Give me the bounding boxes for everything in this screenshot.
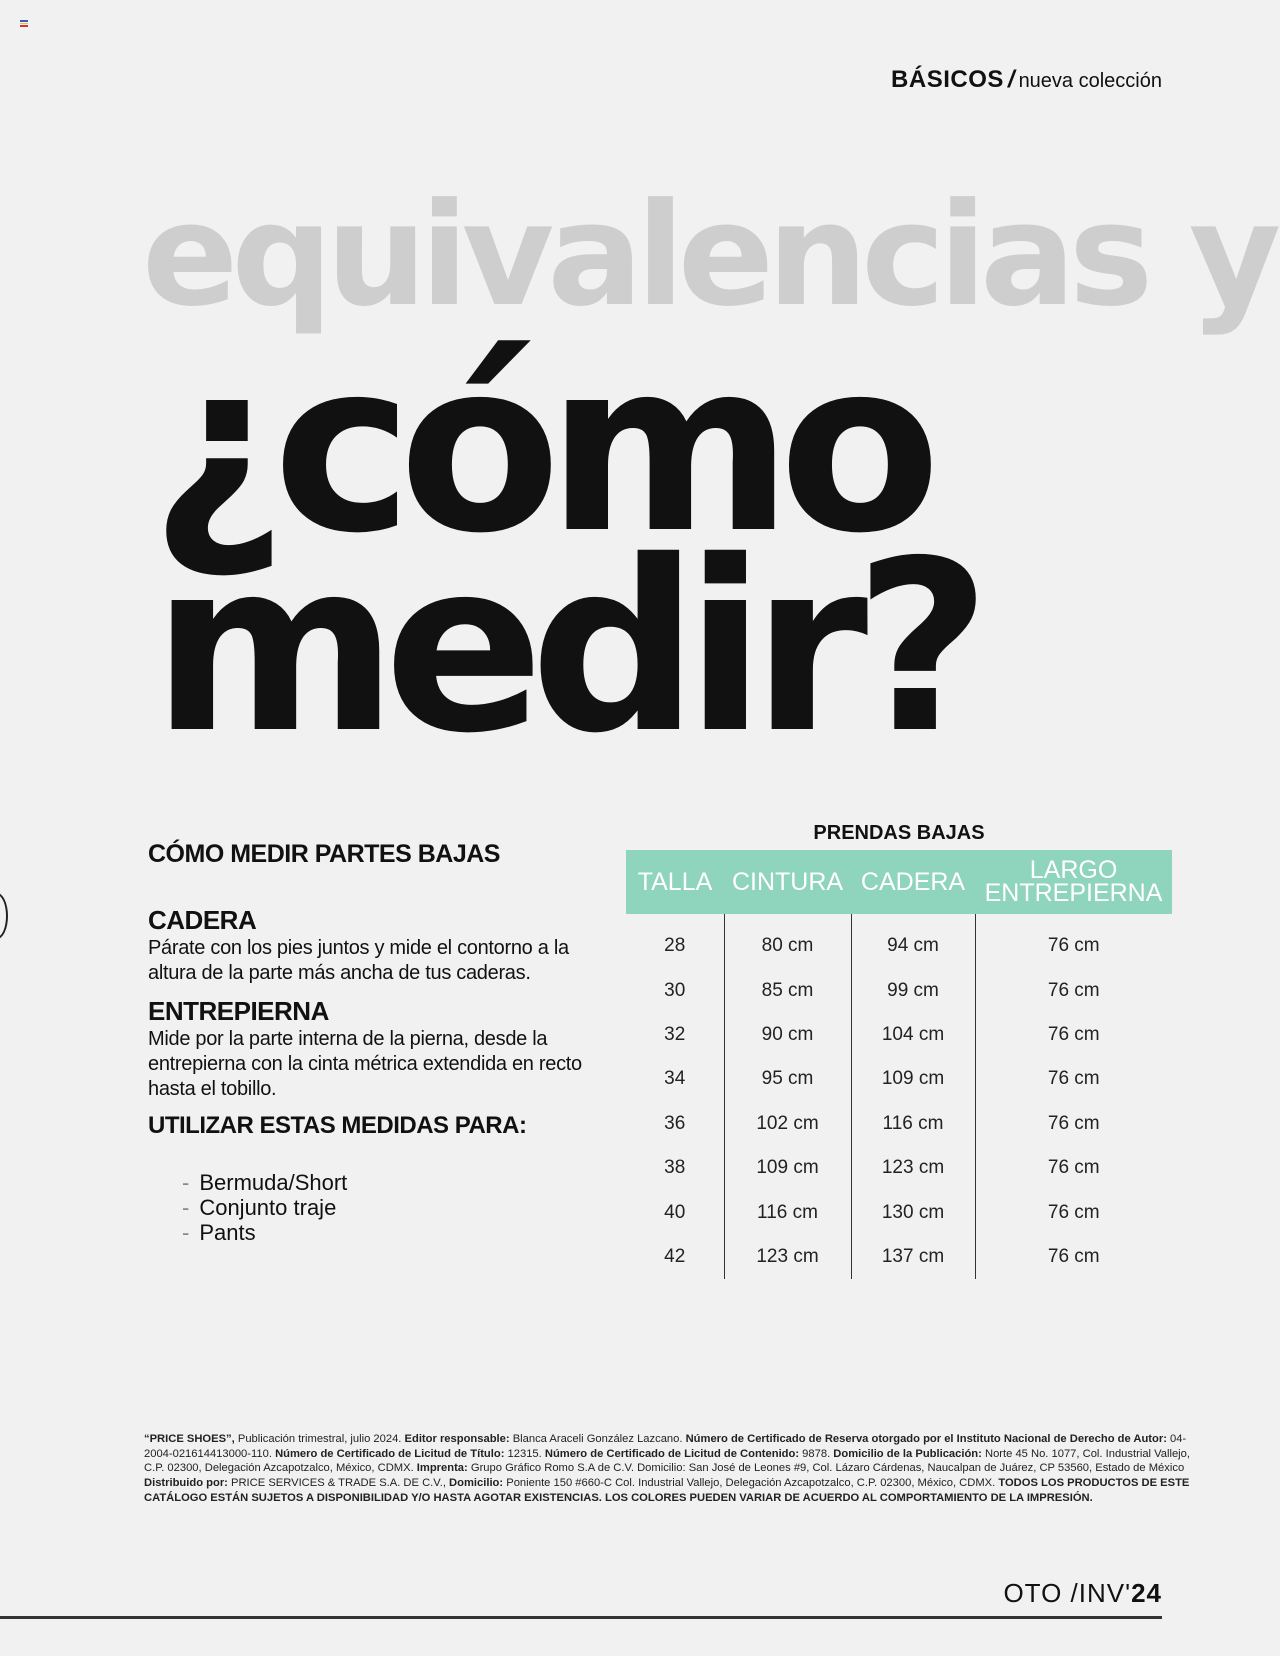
legal-label: Imprenta: bbox=[416, 1462, 468, 1475]
table-cell: 80 cm bbox=[724, 914, 851, 968]
table-cell: 76 cm bbox=[975, 1190, 1172, 1234]
season-text: OTO /INV' bbox=[1003, 1578, 1132, 1608]
legal-label: Número de Certificado de Licitud de Contenido: bbox=[544, 1447, 800, 1460]
list-item: - Bermuda/Short bbox=[182, 1170, 348, 1195]
legal-label: Número de Certificado de Licitud de Título: bbox=[275, 1447, 505, 1460]
legal-text: PRICE SERVICES & TRADE S.A. DE C.V., bbox=[227, 1477, 450, 1490]
header-cadera: CADERA bbox=[851, 850, 975, 914]
table-row bbox=[626, 1190, 1172, 1234]
title-line-light: equivalencias y bbox=[142, 173, 1275, 338]
legal-label: Domicilio: bbox=[449, 1477, 504, 1490]
table-cell: 109 cm bbox=[851, 1057, 975, 1101]
table-row bbox=[626, 1057, 1172, 1101]
list-item: - Pants bbox=[182, 1220, 256, 1245]
guide-heading: CÓMO MEDIR PARTES BAJAS bbox=[148, 840, 500, 868]
legal-text: 12315. bbox=[504, 1447, 545, 1460]
season-label bbox=[1003, 1578, 1162, 1609]
table-cell: 42 bbox=[664, 1245, 686, 1267]
table-cell: 109 cm bbox=[724, 1146, 851, 1190]
section-title-cadera: CADERA bbox=[148, 905, 257, 935]
title-line-medir: medir? bbox=[152, 510, 978, 785]
use-heading: UTILIZAR ESTAS MEDIDAS PARA: bbox=[148, 1112, 527, 1139]
legal-text: Grupo Gráfico Romo S.A de C.V. Domicilio: San José de Leones #9, Col. Lázaro Cárdenas, Naucalpan de Juárez, CP 53560, Estado de México bbox=[467, 1462, 1185, 1475]
table-row bbox=[626, 1102, 1172, 1146]
table-cell: 76 cm bbox=[975, 1057, 1172, 1101]
table-row bbox=[626, 914, 1172, 968]
table-cell: 116 cm bbox=[851, 1102, 975, 1146]
list-item: - Conjunto traje bbox=[182, 1195, 337, 1220]
legal-label: Número de Certificado de Reserva otorgado por el Instituto Nacional de Derecho de Autor: bbox=[685, 1433, 1167, 1445]
table-cell: 76 cm bbox=[975, 1013, 1172, 1057]
table-cell: 76 cm bbox=[975, 968, 1172, 1012]
table-cell: 90 cm bbox=[724, 1013, 851, 1057]
size-table bbox=[626, 850, 1172, 1279]
table-cell: 28 bbox=[664, 935, 686, 957]
section-header bbox=[891, 66, 1162, 94]
section-text-entrepierna: Mide por la parte interna de la pierna, desde la entrepierna con la cinta métrica extendida en recto hasta el tobillo. bbox=[148, 1028, 582, 1100]
color-bars-icon bbox=[20, 20, 28, 27]
table-row bbox=[626, 1146, 1172, 1190]
section-title-entrepierna: ENTREPIERNA bbox=[148, 996, 329, 1026]
use-list bbox=[148, 1170, 618, 1245]
edge-arc-decoration bbox=[0, 893, 8, 939]
legal-text: Publicación trimestral, julio 2024. bbox=[234, 1433, 405, 1445]
legal-text: 04-2004-021614413000-110. bbox=[144, 1433, 1187, 1460]
footer-divider bbox=[0, 1616, 1162, 1619]
table-cell: 94 cm bbox=[851, 914, 975, 968]
header-talla: TALLA bbox=[626, 850, 724, 914]
table-cell: 38 bbox=[664, 1157, 686, 1179]
table-row bbox=[626, 1235, 1172, 1279]
table-row bbox=[626, 1013, 1172, 1057]
legal-label: “PRICE SHOES”, bbox=[144, 1433, 235, 1445]
legal-text: Blanca Araceli González Lazcano. bbox=[509, 1433, 686, 1445]
header-separator: / bbox=[1007, 66, 1015, 93]
table-cell: 137 cm bbox=[851, 1235, 975, 1279]
header-cintura: CINTURA bbox=[724, 850, 851, 914]
section-brand: BÁSICOS bbox=[891, 66, 1004, 93]
table-cell: 116 cm bbox=[724, 1190, 851, 1234]
table-cell: 123 cm bbox=[851, 1146, 975, 1190]
legal-notice bbox=[144, 1432, 1199, 1506]
measure-guide bbox=[148, 840, 618, 1245]
legal-label: TODOS LOS PRODUCTOS DE ESTE CATÁLOGO ESTÁN SUJETOS A DISPONIBILIDAD Y/O HASTA AGOTAR EXISTENCIAS. LOS COLORES PUEDEN VARIAR DE ACUERDO AL COMPORTAMIENTO DE LA IMPRESIÓN. bbox=[144, 1477, 1190, 1504]
table-cell: 76 cm bbox=[975, 914, 1172, 968]
table-cell: 95 cm bbox=[724, 1057, 851, 1101]
legal-text: 9878. bbox=[799, 1447, 834, 1460]
table-cell: 34 bbox=[664, 1068, 686, 1090]
table-cell: 36 bbox=[664, 1112, 686, 1134]
season-year: 24 bbox=[1131, 1578, 1162, 1608]
table-cell: 76 cm bbox=[975, 1146, 1172, 1190]
table-header-row bbox=[626, 850, 1172, 914]
table-cell: 102 cm bbox=[724, 1102, 851, 1146]
table-cell: 99 cm bbox=[851, 968, 975, 1012]
table-row bbox=[626, 968, 1172, 1012]
legal-label: Editor responsable: bbox=[404, 1433, 510, 1445]
table-cell: 85 cm bbox=[724, 968, 851, 1012]
table-cell: 104 cm bbox=[851, 1013, 975, 1057]
table-cell: 76 cm bbox=[975, 1102, 1172, 1146]
table-cell: 30 bbox=[664, 979, 686, 1001]
table-cell: 40 bbox=[664, 1201, 686, 1223]
table-cell: 76 cm bbox=[975, 1235, 1172, 1279]
section-text-cadera: Párate con los pies juntos y mide el contorno a la altura de la parte más ancha de tus caderas. bbox=[148, 937, 569, 984]
legal-text: Poniente 150 #660-C Col. Industrial Vallejo, Delegación Azcapotzalco, C.P. 02300, México, CDMX. bbox=[503, 1477, 999, 1490]
header-largo-entrepierna: LARGO ENTREPIERNA bbox=[975, 850, 1172, 914]
section-subtitle: nueva colección bbox=[1018, 70, 1162, 92]
legal-text: Norte 45 No. 1077, Col. Industrial Vallejo, C.P. 02300, Delegación Azcapotzalco, México, CDMX. bbox=[144, 1447, 1190, 1475]
legal-label: Domicilio de la Publicación: bbox=[833, 1447, 982, 1460]
table-cell: 32 bbox=[664, 1023, 686, 1045]
title-line-como: ¿cómo bbox=[150, 310, 927, 585]
table-cell: 130 cm bbox=[851, 1190, 975, 1234]
legal-label: Distribuido por: bbox=[144, 1477, 228, 1490]
table-caption: PRENDAS BAJAS bbox=[813, 822, 985, 844]
table-cell: 123 cm bbox=[724, 1235, 851, 1279]
